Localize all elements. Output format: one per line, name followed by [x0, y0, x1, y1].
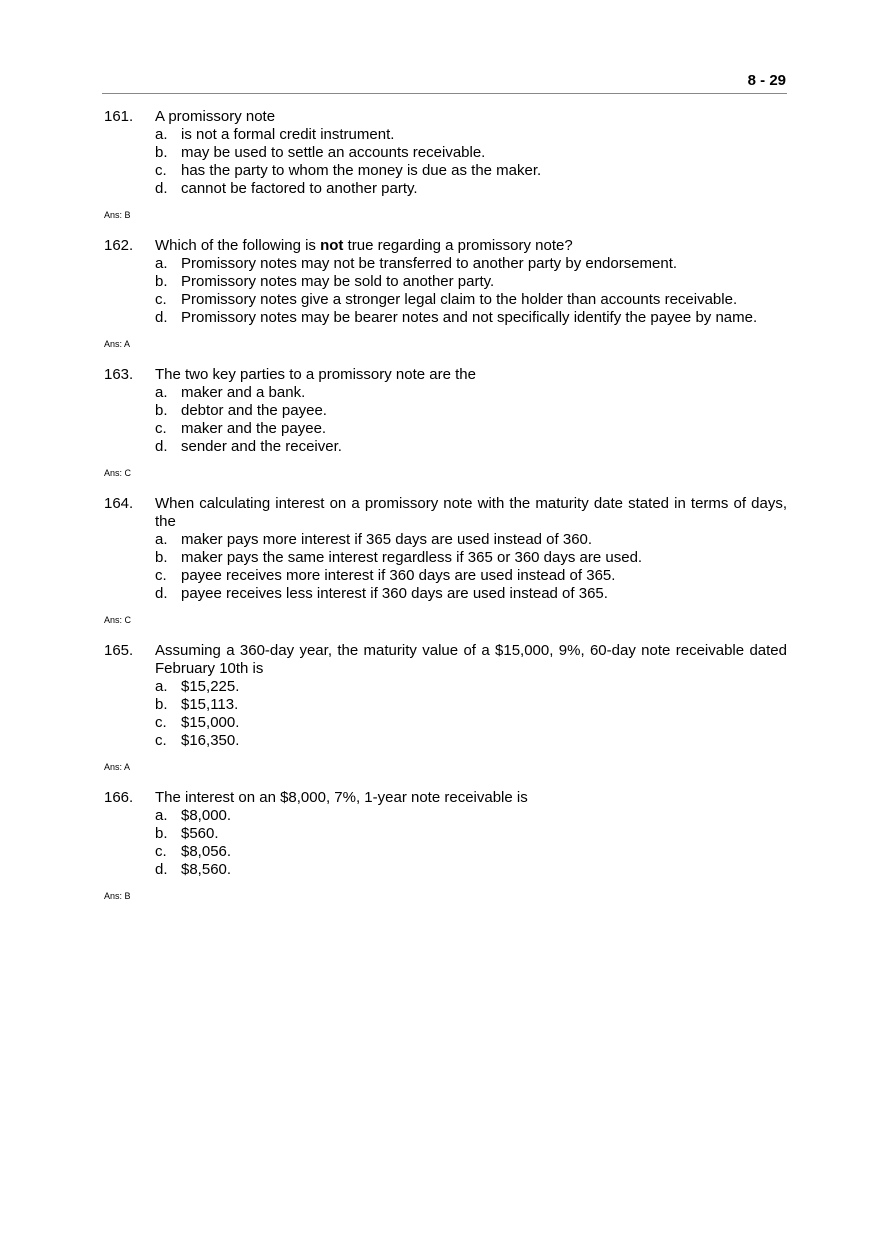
- option-b: [155, 549, 787, 567]
- question-number: 161.: [104, 108, 134, 125]
- option-letter: a.: [155, 678, 168, 695]
- question-number: 164.: [104, 495, 134, 512]
- option-b: [155, 402, 787, 420]
- page-number: 8 - 29: [747, 72, 786, 89]
- answer-key: Ans: B: [104, 210, 131, 220]
- question-number: 166.: [104, 789, 134, 806]
- option-letter: a.: [155, 384, 168, 401]
- option-b: [155, 825, 787, 843]
- option-text: Promissory notes may be sold to another party.: [181, 273, 495, 290]
- option-letter: d.: [155, 861, 168, 878]
- option-a: [155, 531, 787, 549]
- option-c: [155, 714, 787, 732]
- question-stem: The interest on an $8,000, 7%, 1-year note receivable is: [155, 789, 528, 806]
- option-list: [155, 255, 787, 327]
- option-list: [155, 531, 787, 603]
- option-c: [155, 291, 787, 309]
- option-letter: a.: [155, 126, 168, 143]
- question-stem: When calculating interest on a promissory note with the maturity date stated in terms of days, the: [155, 495, 787, 530]
- option-text: Promissory notes may be bearer notes and not specifically identify the payee by name.: [181, 309, 758, 326]
- option-text: $560.: [181, 825, 219, 842]
- option-text: sender and the receiver.: [181, 438, 342, 455]
- option-text: maker pays the same interest regardless if 365 or 360 days are used.: [181, 549, 643, 566]
- option-letter: d.: [155, 309, 168, 326]
- answer-key: Ans: C: [104, 615, 132, 625]
- option-letter: b.: [155, 696, 168, 713]
- option-list: [155, 384, 787, 456]
- option-letter: d.: [155, 180, 168, 197]
- question-number: 163.: [104, 366, 134, 383]
- option-d: [155, 309, 787, 327]
- option-text: payee receives less interest if 360 days are used instead of 365.: [181, 585, 608, 602]
- question-number: 165.: [104, 642, 134, 659]
- option-a: [155, 255, 787, 273]
- option-letter: a.: [155, 531, 168, 548]
- option-b: [155, 696, 787, 714]
- option-text: may be used to settle an accounts receivable.: [181, 144, 486, 161]
- option-letter: b.: [155, 273, 168, 290]
- option-letter: c.: [155, 162, 167, 179]
- option-letter: d.: [155, 585, 168, 602]
- option-a: [155, 384, 787, 402]
- option-letter: a.: [155, 255, 168, 272]
- option-a: [155, 126, 787, 144]
- option-letter: b.: [155, 144, 168, 161]
- stem-emphasis: not: [320, 237, 344, 254]
- option-d: [155, 861, 787, 879]
- option-text: maker pays more interest if 365 days are used instead of 360.: [181, 531, 593, 548]
- answer-key: Ans: C: [104, 468, 132, 478]
- answer-key: Ans: A: [104, 339, 131, 349]
- option-letter: c.: [155, 732, 167, 749]
- question-164: [104, 495, 787, 626]
- question-161: [104, 108, 787, 221]
- question-163: [104, 366, 787, 479]
- question-stem: The two key parties to a promissory note are the: [155, 366, 476, 383]
- option-list: [155, 807, 787, 879]
- answer-key: Ans: B: [104, 891, 131, 901]
- option-text: $16,350.: [181, 732, 240, 749]
- option-a: [155, 807, 787, 825]
- option-letter: c.: [155, 714, 167, 731]
- option-c-second: [155, 732, 787, 750]
- option-list: [155, 678, 787, 750]
- question-number: 162.: [104, 237, 134, 254]
- option-text: $8,560.: [181, 861, 232, 878]
- option-text: debtor and the payee.: [181, 402, 327, 419]
- option-text: $8,056.: [181, 843, 232, 860]
- option-c: [155, 843, 787, 861]
- option-letter: c.: [155, 567, 167, 584]
- option-text: Promissory notes may not be transferred to another party by endorsement.: [181, 255, 678, 272]
- question-165: [104, 642, 787, 773]
- option-text: $15,225.: [181, 678, 240, 695]
- option-letter: b.: [155, 402, 168, 419]
- option-letter: c.: [155, 291, 167, 308]
- option-text: Promissory notes give a stronger legal claim to the holder than accounts receivable.: [181, 291, 738, 308]
- stem-text-before: Which of the following is: [155, 237, 321, 254]
- question-162: [104, 237, 787, 350]
- option-text: cannot be factored to another party.: [181, 180, 418, 197]
- option-text: is not a formal credit instrument.: [181, 126, 395, 143]
- option-c: [155, 162, 787, 180]
- question-stem: A promissory note: [155, 108, 276, 125]
- option-b: [155, 144, 787, 162]
- question-list: [104, 108, 787, 918]
- option-text: has the party to whom the money is due as the maker.: [181, 162, 542, 179]
- option-text: payee receives more interest if 360 days are used instead of 365.: [181, 567, 616, 584]
- option-text: $8,000.: [181, 807, 232, 824]
- option-a: [155, 678, 787, 696]
- option-b: [155, 273, 787, 291]
- option-c: [155, 567, 787, 585]
- option-text: maker and the payee.: [181, 420, 327, 437]
- stem-text-after: true regarding a promissory note?: [343, 237, 573, 254]
- header-rule: [102, 93, 787, 94]
- option-letter: a.: [155, 807, 168, 824]
- option-letter: c.: [155, 843, 167, 860]
- option-text: $15,113.: [181, 696, 239, 713]
- option-text: $15,000.: [181, 714, 240, 731]
- option-list: [155, 126, 787, 198]
- question-stem: [155, 237, 787, 255]
- option-letter: b.: [155, 549, 168, 566]
- question-166: [104, 789, 787, 902]
- option-letter: d.: [155, 438, 168, 455]
- option-text: maker and a bank.: [181, 384, 306, 401]
- option-c: [155, 420, 787, 438]
- question-stem: Assuming a 360-day year, the maturity value of a $15,000, 9%, 60-day note receivable dated February 10th is: [155, 642, 787, 677]
- option-d: [155, 438, 787, 456]
- option-d: [155, 585, 787, 603]
- option-d: [155, 180, 787, 198]
- option-letter: b.: [155, 825, 168, 842]
- option-letter: c.: [155, 420, 167, 437]
- answer-key: Ans: A: [104, 762, 131, 772]
